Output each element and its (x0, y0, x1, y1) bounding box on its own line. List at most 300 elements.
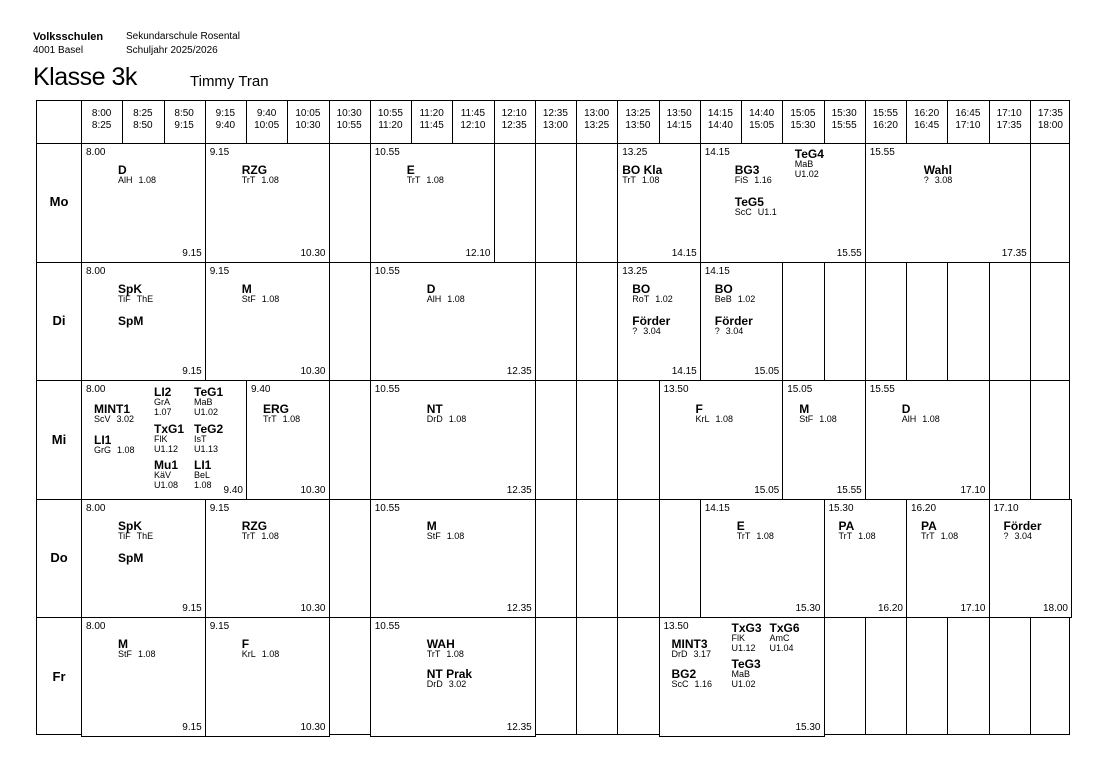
lesson-block[interactable] (659, 617, 825, 737)
room-code: 1.08 (261, 530, 279, 541)
time-slot-start: 11:45 (460, 108, 486, 119)
room-code: U1.04 (769, 643, 794, 654)
room-code: 1.08 (117, 445, 135, 456)
teacher-room (839, 531, 876, 541)
time-slot-end: 14:15 (666, 120, 692, 131)
time-slot-header (164, 108, 205, 132)
teacher-code: TrT (406, 175, 421, 185)
lesson-start-time: 8.00 (86, 147, 106, 158)
room-code: 1.16 (754, 175, 772, 185)
teacher-code: ? (714, 325, 720, 336)
lesson-start-time: 14.15 (704, 502, 730, 514)
teacher-room (735, 175, 772, 185)
room-code: 1.08 (261, 175, 279, 185)
time-slot-start: 11:20 (419, 108, 444, 119)
lesson-end-time: 16.20 (877, 603, 903, 615)
subject-code: TeG1 (194, 385, 224, 400)
room-code: 1.08 (138, 175, 157, 185)
lesson-start-time: 8.00 (86, 502, 106, 514)
teacher-room (427, 294, 465, 304)
time-slot-header (1030, 108, 1071, 132)
teacher-room (118, 531, 153, 541)
teacher-room (427, 649, 464, 659)
subject-code: TeG5 (734, 195, 764, 209)
time-slot-header (576, 108, 617, 132)
time-slot-start: 12:35 (542, 108, 568, 119)
lesson-start-time: 9.15 (209, 502, 230, 514)
teacher-room (737, 531, 774, 541)
teacher-code: AlH (426, 293, 442, 304)
time-slot-end: 8:25 (91, 120, 112, 131)
teacher-code: ScV (94, 414, 111, 425)
time-slot-header (824, 108, 865, 132)
teacher-code: MaB (194, 397, 213, 408)
school-year: Schuljahr 2025/2026 (126, 45, 218, 56)
subject-code: TeG2 (194, 422, 224, 437)
room-code: 1.07 (154, 407, 172, 418)
lesson-block[interactable] (81, 143, 206, 263)
teacher-code: MaB (794, 159, 814, 169)
time-slot-start: 13:50 (666, 108, 692, 119)
subject-code: BO Kla (622, 163, 663, 177)
time-slot-header (865, 108, 906, 132)
teacher-code: DrD (426, 679, 443, 690)
lesson-end-time: 17.35 (1001, 247, 1027, 259)
teacher-room (242, 531, 279, 541)
time-slot-header (81, 108, 122, 132)
room-code: 1.08 (756, 530, 774, 541)
day-label: Di (52, 312, 66, 328)
time-slot-end: 13:25 (584, 120, 610, 131)
lesson-start-time: 10.55 (374, 621, 400, 633)
teacher-room (715, 294, 756, 304)
room-code: U1.1 (757, 207, 777, 217)
time-slot-start: 15:30 (831, 108, 857, 119)
time-slot-start: 15:55 (872, 108, 898, 119)
lesson-block[interactable] (824, 499, 908, 619)
room-code: 1.08 (194, 480, 212, 491)
time-slot-start: 15:05 (790, 108, 816, 119)
subject-code: PA (921, 518, 937, 533)
subject-code: F (241, 637, 250, 652)
teacher-room (427, 414, 467, 424)
teacher-room (632, 294, 673, 304)
subject-code: SpM (118, 313, 144, 328)
time-slot-header (370, 108, 411, 132)
lesson-start-time: 8.00 (86, 384, 106, 396)
lesson-end-time: 10.30 (300, 366, 326, 378)
teacher-code: TrT (426, 649, 441, 660)
lesson-block[interactable] (989, 499, 1073, 619)
day-label: Do (50, 550, 68, 566)
time-slot-end: 15:30 (790, 120, 816, 131)
lesson-block[interactable] (906, 499, 990, 619)
lesson-block[interactable] (865, 380, 990, 500)
teacher-room (118, 175, 156, 185)
school-name: Sekundarschule Rosental (126, 31, 240, 42)
lesson-end-time: 12.35 (506, 603, 532, 615)
subject-code: ERG (263, 402, 290, 417)
time-slot-end: 12:35 (501, 120, 527, 131)
teacher-code: GrA (154, 397, 171, 408)
teacher-room (924, 175, 953, 185)
lesson-end-time: 15.30 (795, 721, 821, 733)
time-slot-header (659, 108, 700, 132)
teacher-code: TrT (241, 175, 256, 185)
lesson-end-time: 12.10 (465, 247, 491, 259)
time-slot-start: 9:15 (215, 108, 236, 119)
lesson-end-time: 15.55 (836, 484, 862, 496)
teacher-code: MaB (731, 669, 751, 680)
lesson-start-time: 13.25 (622, 147, 648, 158)
room-code: 1.08 (446, 530, 465, 541)
time-slot-end: 14:40 (707, 120, 733, 131)
subject-code: TeG3 (731, 657, 761, 672)
time-slot-start: 13:25 (625, 108, 651, 119)
subject-code: MINT1 (94, 402, 130, 417)
time-slot-end: 9:40 (215, 120, 236, 131)
lesson-block[interactable] (205, 617, 330, 737)
subject-code: TxG3 (731, 621, 762, 636)
time-slot-end: 10:30 (295, 120, 321, 131)
time-slot-header (452, 108, 493, 132)
teacher-room (732, 633, 746, 643)
lesson-end-time: 14.15 (671, 247, 697, 259)
teacher-room (194, 397, 213, 407)
lesson-block[interactable] (81, 262, 206, 382)
teacher-code: StF (426, 530, 441, 541)
subject-code: D (118, 163, 127, 177)
subject-code: SpM (118, 550, 144, 565)
teacher-room (94, 445, 135, 455)
teacher-code: FiS (734, 175, 749, 185)
time-slot-start: 8:25 (133, 108, 153, 119)
subject-code: LI1 (94, 433, 112, 448)
lesson-start-time: 14.15 (704, 265, 730, 277)
time-slot-start: 12:10 (501, 108, 527, 119)
teacher-room (735, 207, 777, 217)
time-slot-header (535, 108, 576, 132)
subject-code: E (736, 518, 745, 533)
lesson-end-time: 9.15 (182, 721, 202, 733)
lesson-block[interactable] (865, 143, 1031, 263)
subject-code: Förder (714, 313, 753, 328)
lesson-end-time: 15.30 (795, 603, 821, 615)
time-slot-end: 11:20 (378, 120, 403, 131)
time-slot-start: 13:00 (584, 108, 610, 119)
teacher-room (672, 649, 712, 659)
subject-code: LI2 (154, 385, 172, 400)
grid-line-vertical (576, 101, 577, 734)
teacher-code: AmC (769, 633, 790, 644)
time-slot-start: 16:20 (914, 108, 940, 119)
subject-code: Mu1 (154, 458, 178, 473)
lesson-start-time: 14.15 (704, 147, 730, 158)
time-slot-header (329, 108, 370, 132)
lesson-start-time: 13.25 (622, 265, 648, 277)
teacher-room (770, 633, 790, 643)
room-code: 1.08 (858, 530, 876, 541)
teacher-room (94, 414, 134, 424)
time-slot-end: 8:50 (133, 120, 153, 131)
lesson-end-time: 12.35 (506, 721, 532, 733)
time-slot-header (205, 108, 246, 132)
room-code: U1.13 (194, 444, 219, 455)
time-slot-end: 17:35 (996, 120, 1022, 131)
subject-code: TxG1 (154, 422, 185, 437)
lesson-block[interactable] (246, 380, 330, 500)
teacher-room (242, 175, 279, 185)
lesson-end-time: 18.00 (1042, 603, 1068, 615)
lesson-start-time: 10.55 (374, 147, 400, 158)
teacher-room (696, 414, 734, 424)
room-code: 1.02 (655, 293, 673, 304)
room-code: 1.08 (641, 175, 660, 185)
time-slot-header (700, 108, 741, 132)
lesson-block[interactable] (370, 499, 536, 619)
subject-code: M (241, 281, 252, 296)
teacher-room (732, 669, 751, 679)
subject-code: PA (838, 518, 855, 533)
teacher-code: BeL (194, 470, 211, 481)
lesson-start-time: 15.55 (869, 384, 895, 396)
subject-code: SpK (118, 518, 142, 533)
time-slot-header (782, 108, 823, 132)
teacher-code: DrD (671, 649, 688, 660)
lesson-block[interactable] (205, 143, 330, 263)
teacher-room (715, 326, 744, 336)
lesson-block[interactable] (81, 499, 206, 619)
teacher-code: FlK (154, 434, 168, 445)
room-code: U1.12 (731, 643, 756, 654)
time-slot-header (246, 108, 287, 132)
teacher-code: TrT (622, 175, 636, 185)
teacher-code: TrT (838, 530, 853, 541)
teacher-code: RoT (632, 293, 650, 304)
time-slot-start: 9:40 (256, 108, 277, 119)
lesson-end-time: 17.10 (960, 484, 986, 496)
day-label: Mo (49, 194, 69, 210)
room-code: 1.08 (447, 293, 465, 304)
time-slot-start: 10:05 (295, 108, 321, 119)
teacher-room (799, 414, 837, 424)
room-code: 3.02 (448, 679, 467, 690)
room-code: 1.08 (819, 414, 837, 425)
room-code: U1.08 (154, 480, 179, 491)
time-slot-start: 17:10 (996, 108, 1022, 119)
subject-code: RZG (241, 518, 268, 533)
teacher-room (194, 434, 207, 444)
room-code: 1.08 (922, 414, 940, 425)
subject-code: Förder (632, 313, 671, 328)
lesson-end-time: 14.15 (671, 366, 697, 378)
lesson-block[interactable] (700, 499, 825, 619)
room-code: 1.08 (426, 175, 444, 185)
lesson-end-time: 15.05 (754, 484, 780, 496)
time-slot-start: 8:50 (174, 108, 194, 119)
teacher-code: BeB (714, 293, 732, 304)
lesson-block[interactable] (782, 380, 866, 500)
room-code: 1.08 (940, 530, 959, 541)
subject-code: F (695, 402, 703, 417)
teacher-room (427, 679, 467, 689)
lesson-block[interactable] (700, 262, 784, 382)
time-slot-header (906, 108, 947, 132)
room-code: 3.04 (725, 325, 744, 336)
day-label: Mi (51, 431, 67, 447)
teacher-code: AlH (901, 414, 917, 425)
class-teacher: Timmy Tran (190, 73, 269, 90)
teacher-room (194, 470, 210, 480)
subject-code: TxG6 (769, 621, 800, 636)
lesson-block[interactable] (617, 262, 701, 382)
time-slot-start: 10:55 (377, 108, 403, 119)
time-slot-header (741, 108, 782, 132)
lesson-start-time: 10.55 (374, 384, 400, 396)
teacher-room (407, 175, 444, 185)
subject-code: BO (714, 281, 733, 296)
lesson-start-time: 9.15 (209, 147, 230, 158)
lesson-start-time: 8.00 (86, 265, 106, 277)
teacher-code: StF (241, 293, 256, 304)
time-slot-end: 15:55 (831, 120, 857, 131)
room-code: ThE (136, 293, 154, 304)
teacher-room (672, 679, 713, 689)
lesson-block[interactable] (81, 617, 206, 737)
time-slot-header (287, 108, 328, 132)
lesson-block[interactable] (700, 143, 866, 263)
time-slot-end: 11:45 (419, 120, 444, 131)
time-slot-start: 14:40 (749, 108, 775, 119)
teacher-code: ScC (734, 207, 752, 217)
room-code: U1.12 (154, 444, 179, 455)
time-slot-start: 10:30 (336, 108, 362, 119)
time-slot-header (947, 108, 988, 132)
room-code: 1.16 (694, 679, 713, 690)
time-slot-start: 17:35 (1037, 108, 1063, 119)
lesson-block[interactable] (81, 380, 247, 500)
teacher-code: StF (118, 649, 133, 660)
room-code: 3.02 (116, 414, 135, 425)
teacher-room (622, 175, 659, 185)
time-slot-start: 16:45 (955, 108, 981, 119)
subject-code: BG2 (671, 667, 697, 682)
time-slot-end: 16:20 (872, 120, 898, 131)
lesson-start-time: 13.50 (663, 621, 689, 633)
timetable-grid (36, 100, 1070, 735)
lesson-block[interactable] (617, 143, 701, 263)
subject-code: M (118, 637, 128, 652)
teacher-code: IsT (194, 434, 207, 445)
time-slot-end: 15:05 (749, 120, 775, 131)
room-code: 1.08 (715, 414, 734, 425)
teacher-room (118, 649, 156, 659)
subject-code: BG3 (734, 163, 760, 177)
teacher-code: ? (923, 175, 929, 185)
teacher-room (795, 159, 814, 169)
room-code: 3.08 (934, 175, 953, 185)
lesson-block[interactable] (370, 143, 495, 263)
teacher-code: AlH (118, 175, 133, 185)
teacher-room (242, 649, 280, 659)
teacher-room (1004, 531, 1033, 541)
subject-code: NT Prak (426, 667, 473, 682)
teacher-code: TrT (241, 530, 256, 541)
teacher-code: ? (1003, 530, 1009, 541)
teacher-code: TiF (118, 530, 131, 541)
lesson-start-time: 17.10 (993, 502, 1019, 514)
time-slot-end: 13:00 (542, 120, 568, 131)
time-slot-header (122, 108, 163, 132)
teacher-code: KäV (154, 470, 172, 481)
subject-code: RZG (241, 163, 268, 177)
teacher-room (632, 326, 661, 336)
lesson-end-time: 9.15 (182, 247, 202, 259)
subject-code: D (901, 402, 911, 417)
room-code: 3.17 (693, 649, 712, 660)
lesson-start-time: 10.55 (374, 502, 400, 514)
lesson-block[interactable] (205, 262, 330, 382)
lesson-start-time: 9.15 (209, 621, 230, 633)
day-label: Fr (52, 668, 66, 684)
teacher-room (154, 397, 170, 407)
subject-code: NT (426, 402, 443, 417)
lesson-block[interactable] (370, 262, 536, 382)
subject-code: LI1 (194, 458, 212, 473)
teacher-code: ScC (671, 679, 689, 690)
teacher-code: TrT (921, 530, 935, 541)
lesson-block[interactable] (370, 380, 536, 500)
organisation-name: Volksschulen (33, 31, 104, 43)
room-code: U1.02 (794, 169, 819, 179)
room-code: 1.08 (138, 649, 156, 660)
lesson-end-time: 10.30 (300, 721, 326, 733)
room-code: U1.02 (731, 679, 756, 690)
lesson-end-time: 9.15 (182, 603, 202, 615)
lesson-end-time: 15.05 (754, 366, 780, 378)
time-slot-end: 18:00 (1037, 120, 1063, 131)
subject-code: Wahl (923, 163, 952, 177)
lesson-start-time: 15.55 (869, 147, 895, 158)
lesson-block[interactable] (205, 499, 330, 619)
room-code: 1.08 (282, 414, 301, 425)
class-title: Klasse 3k (33, 63, 137, 91)
teacher-room (154, 470, 171, 480)
time-slot-header (989, 108, 1030, 132)
subject-code: M (426, 518, 437, 533)
teacher-code: GrG (94, 445, 111, 456)
lesson-block[interactable] (370, 617, 536, 737)
lesson-end-time: 9.15 (182, 366, 202, 378)
teacher-code: FlK (731, 633, 745, 644)
lesson-start-time: 9.15 (209, 265, 230, 277)
subject-code: E (406, 163, 415, 177)
room-code: 1.08 (446, 649, 464, 660)
lesson-end-time: 12.35 (506, 484, 532, 496)
time-slot-end: 10:55 (336, 120, 362, 131)
teacher-code: TiF (118, 293, 131, 304)
lesson-end-time: 12.35 (506, 366, 532, 378)
room-code: 1.08 (261, 649, 280, 660)
lesson-block[interactable] (659, 380, 784, 500)
time-slot-header (411, 108, 452, 132)
lesson-start-time: 16.20 (911, 502, 937, 514)
subject-code: M (799, 402, 810, 417)
room-code: 1.08 (261, 293, 280, 304)
room-code: 3.04 (1014, 530, 1033, 541)
time-slot-header (617, 108, 658, 132)
room-code: 1.08 (448, 414, 467, 425)
